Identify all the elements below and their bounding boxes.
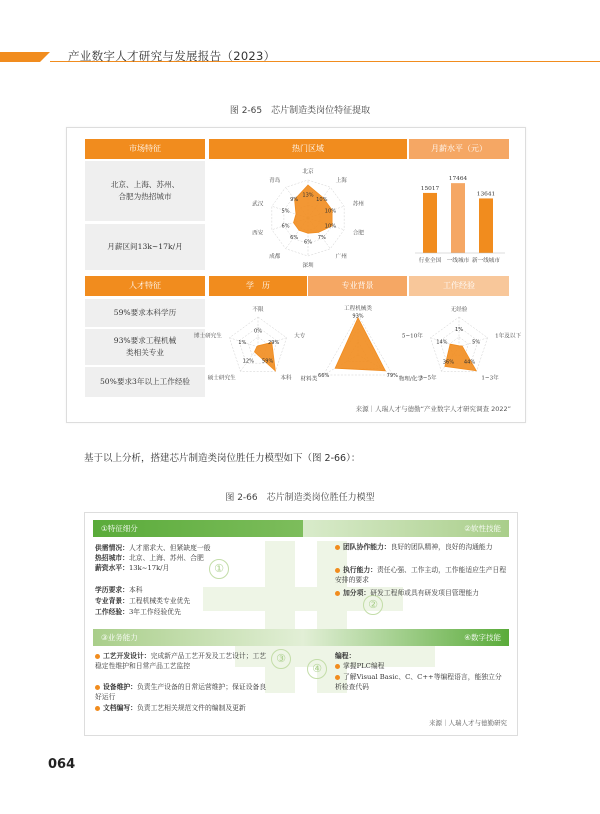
radar-value-label: 1% xyxy=(238,339,247,346)
process-value: 完成新产品工艺开发及工艺设计；工艺稳定性维护和日常产品工艺监控 xyxy=(95,652,267,670)
radar-axis-label: 广州 xyxy=(335,254,347,261)
market-salary-text: 月薪区间13k~17k/月 xyxy=(107,242,183,251)
city-line xyxy=(95,554,204,564)
radar-axis-label: 西安 xyxy=(252,230,264,237)
edu-value: 本科 xyxy=(128,586,143,594)
radar-value-area xyxy=(442,344,476,371)
radar-value-label: 5% xyxy=(472,339,481,346)
process-key: 工艺开发设计： xyxy=(103,652,151,660)
radar-axis-label: 硕士研究生 xyxy=(207,375,236,382)
equipment-key: 设备维护： xyxy=(103,683,137,691)
salary-bar-value: 13641 xyxy=(476,191,496,198)
talent-item-2 xyxy=(85,329,205,365)
programming-item-text: 掌握PLC编程 xyxy=(343,662,385,670)
radar-axis-label: 无经验 xyxy=(450,307,468,313)
pay-value: 13k~17k/月 xyxy=(128,564,170,572)
major-header: 专业背景 xyxy=(308,276,407,296)
radar-axis-label: 本科 xyxy=(280,375,292,382)
bullet-dot xyxy=(95,706,100,711)
major-line xyxy=(95,597,190,607)
bullet-dot xyxy=(335,591,340,596)
radar-axis-label: 大专 xyxy=(294,333,306,340)
radar-value-label: 7% xyxy=(317,235,326,242)
section-3-header: ③业务能力 xyxy=(93,629,303,646)
radar-axis-label: 上海 xyxy=(335,177,347,184)
circle-number-2: ② xyxy=(363,595,383,615)
talent-item-text: 59%要求本科学历 xyxy=(113,308,177,317)
programming-label: 编程： xyxy=(335,652,356,660)
radar-value-label: 0% xyxy=(253,328,263,335)
exp-key: 工作经验： xyxy=(95,608,129,616)
radar-axis-label: 工程机械类 xyxy=(344,306,372,312)
radar-value-label: 29% xyxy=(268,339,280,346)
radar-value-label: 9% xyxy=(290,196,299,203)
section-4-header: ④数字技能 xyxy=(303,629,509,646)
programming-item-2 xyxy=(335,673,507,692)
radar-axis-label: 深圳 xyxy=(302,263,314,269)
figure-65-title: 图 2-65 芯片制造类岗位特征提取 xyxy=(229,106,371,116)
salary-bar-value: 17464 xyxy=(448,176,468,183)
figure-65-panel xyxy=(66,127,526,423)
running-header-title: 产业数字人才研究与发展报告（2023） xyxy=(68,49,276,63)
radar-axis-label: 1年及以下 xyxy=(495,333,522,340)
radar-axis-label: 北京 xyxy=(302,169,314,175)
radar-value-label: 6% xyxy=(281,223,290,230)
exec-key: 执行能力： xyxy=(343,566,377,574)
major-value: 工程机械类专业优先 xyxy=(128,597,191,605)
radar-axis-label: 物理/化学 xyxy=(398,376,423,383)
figure-66-source: 来源｜人瑞人才与德勤研究 xyxy=(429,719,507,727)
radar-value-label: 10% xyxy=(316,196,328,203)
major-key: 专业背景： xyxy=(95,597,129,605)
section-1-header: ①特征细分 xyxy=(93,520,303,537)
page-number: 064 xyxy=(48,757,76,772)
hot-region-radar xyxy=(209,161,407,271)
radar-axis-label: 3~5年 xyxy=(419,375,437,382)
salary-level-header: 月薪水平（元） xyxy=(409,139,509,159)
radar-value-area xyxy=(254,343,275,371)
radar-value-label: 36% xyxy=(442,359,455,366)
radar-value-label: 6% xyxy=(290,235,299,242)
radar-value-label: 66% xyxy=(318,372,330,379)
radar-value-label: 13% xyxy=(302,192,314,199)
city-key: 热招城市： xyxy=(95,554,129,562)
radar-axis-label: 1~3年 xyxy=(481,375,499,382)
bullet-dot xyxy=(335,664,340,669)
equipment-value: 负责生产设备的日常运营维护；保证设备良好运行 xyxy=(95,683,267,701)
doc-value: 负责工艺相关规范文件的编制及更新 xyxy=(136,704,246,712)
bullet-dot xyxy=(335,675,340,680)
salary-bar-value: 15017 xyxy=(420,185,440,192)
bonus-item xyxy=(335,589,510,599)
doc-key: 文档编写： xyxy=(103,704,137,712)
bullet-dot xyxy=(95,685,100,690)
radar-value-label: 79% xyxy=(386,372,398,379)
radar-value-label: 44% xyxy=(463,359,476,366)
education-header: 学 历 xyxy=(209,276,307,296)
edu-line xyxy=(95,586,143,596)
header-accent-triangle xyxy=(40,52,50,62)
talent-item-text: 93%要求工程机械类相关专业 xyxy=(113,336,177,357)
city-value: 北京、上海、苏州、合肥 xyxy=(128,554,204,562)
programming-key xyxy=(335,652,355,662)
bullet-dot xyxy=(335,568,340,573)
team-value: 良好的团队精神，良好的沟通能力 xyxy=(390,543,493,551)
radar-value-label: 10% xyxy=(324,208,337,215)
radar-axis-label: 材料类 xyxy=(300,376,318,383)
radar-axis-label: 武汉 xyxy=(252,201,264,208)
supply-line xyxy=(95,544,211,554)
pay-line xyxy=(95,564,169,574)
radar-axis-label: 成都 xyxy=(269,254,281,261)
supply-key: 供需情况： xyxy=(95,544,129,552)
market-cities-cell xyxy=(85,161,205,221)
radar-value-label: 10% xyxy=(324,223,337,230)
exec-item xyxy=(335,566,510,585)
edu-key: 学历要求： xyxy=(95,586,129,594)
market-cities-text: 北京、上海、苏州、合肥为热招城市 xyxy=(110,180,180,201)
pay-key: 薪资水平： xyxy=(95,564,129,572)
talent-item-1 xyxy=(85,299,205,327)
salary-bar-category: 一线城市 xyxy=(446,258,470,264)
salary-bar xyxy=(451,183,465,253)
figure-66-title: 图 2-66 芯片制造类岗位胜任力模型 xyxy=(225,493,375,503)
radar-axis-label: 不限 xyxy=(252,307,264,313)
radar-value-label: 14% xyxy=(436,339,448,346)
salary-bar xyxy=(479,198,493,253)
header-accent-bar xyxy=(0,52,40,62)
figure-66-panel xyxy=(84,512,518,736)
salary-bar-chart xyxy=(409,161,509,271)
radar-axis-label: 博士研究生 xyxy=(193,333,222,340)
radar-value-label: 1% xyxy=(454,327,464,333)
salary-bar-category: 新一线城市 xyxy=(472,258,500,264)
bonus-value: 研发工程师或具有研发项目管理能力 xyxy=(370,589,479,597)
exec-value: 责任心强、工作主动，工作能适应生产日程安排的要求 xyxy=(335,566,507,584)
radar-value-label: 12% xyxy=(242,358,254,365)
supply-value: 人才需求大、但紧缺度一般 xyxy=(128,544,211,552)
radar-value-label: 5% xyxy=(281,208,290,215)
radar-axis-label: 合肥 xyxy=(352,230,364,237)
programming-item-text: 了解Visual Basic、C、C++等编程语言，能独立分析检查代码 xyxy=(335,673,502,691)
salary-bar-category: 行业全国 xyxy=(418,258,442,264)
exp-value: 3年工作经验优先 xyxy=(128,608,181,616)
process-item xyxy=(95,652,267,671)
market-feature-header: 市场特征 xyxy=(85,139,205,159)
circle-number-4: ④ xyxy=(307,659,327,679)
hot-region-header: 热门区域 xyxy=(209,139,407,159)
radar-value-area xyxy=(335,318,385,371)
talent-feature-header: 人才特征 xyxy=(85,276,205,296)
exp-line xyxy=(95,608,181,618)
radar-axis-label: 青岛 xyxy=(269,177,281,184)
salary-bar xyxy=(423,193,437,253)
bullet-dot xyxy=(95,654,100,659)
team-key: 团队协作能力： xyxy=(343,543,391,551)
bonus-key: 加分项： xyxy=(343,589,371,597)
experience-radar xyxy=(401,299,522,399)
experience-header: 工作经验 xyxy=(409,276,509,296)
programming-item-1 xyxy=(335,662,507,672)
decor-vertical-1 xyxy=(265,541,295,693)
radar-axis-label: 5~10年 xyxy=(401,333,423,340)
figure-65-source: 来源｜人瑞人才与德勤“产业数字人才研究调查 2022” xyxy=(355,405,511,413)
education-radar xyxy=(193,299,307,399)
team-item xyxy=(335,543,510,553)
doc-item xyxy=(95,704,285,714)
bullet-dot xyxy=(335,545,340,550)
body-paragraph: 基于以上分析，搭建芯片制造类岗位胜任力模型如下（图 2-66）： xyxy=(84,453,361,464)
talent-item-text: 50%要求3年以上工作经验 xyxy=(99,377,191,386)
circle-number-1: ① xyxy=(209,559,229,579)
circle-number-3: ③ xyxy=(271,649,291,669)
radar-axis-label: 苏州 xyxy=(352,201,364,208)
talent-item-3 xyxy=(85,367,205,397)
radar-value-label: 6% xyxy=(303,239,313,246)
radar-value-label: 93% xyxy=(352,313,364,320)
section-2-header: ②软性技能 xyxy=(303,520,509,537)
radar-value-label: 59% xyxy=(262,358,274,365)
market-salary-cell xyxy=(85,224,205,270)
equipment-item xyxy=(95,683,267,702)
